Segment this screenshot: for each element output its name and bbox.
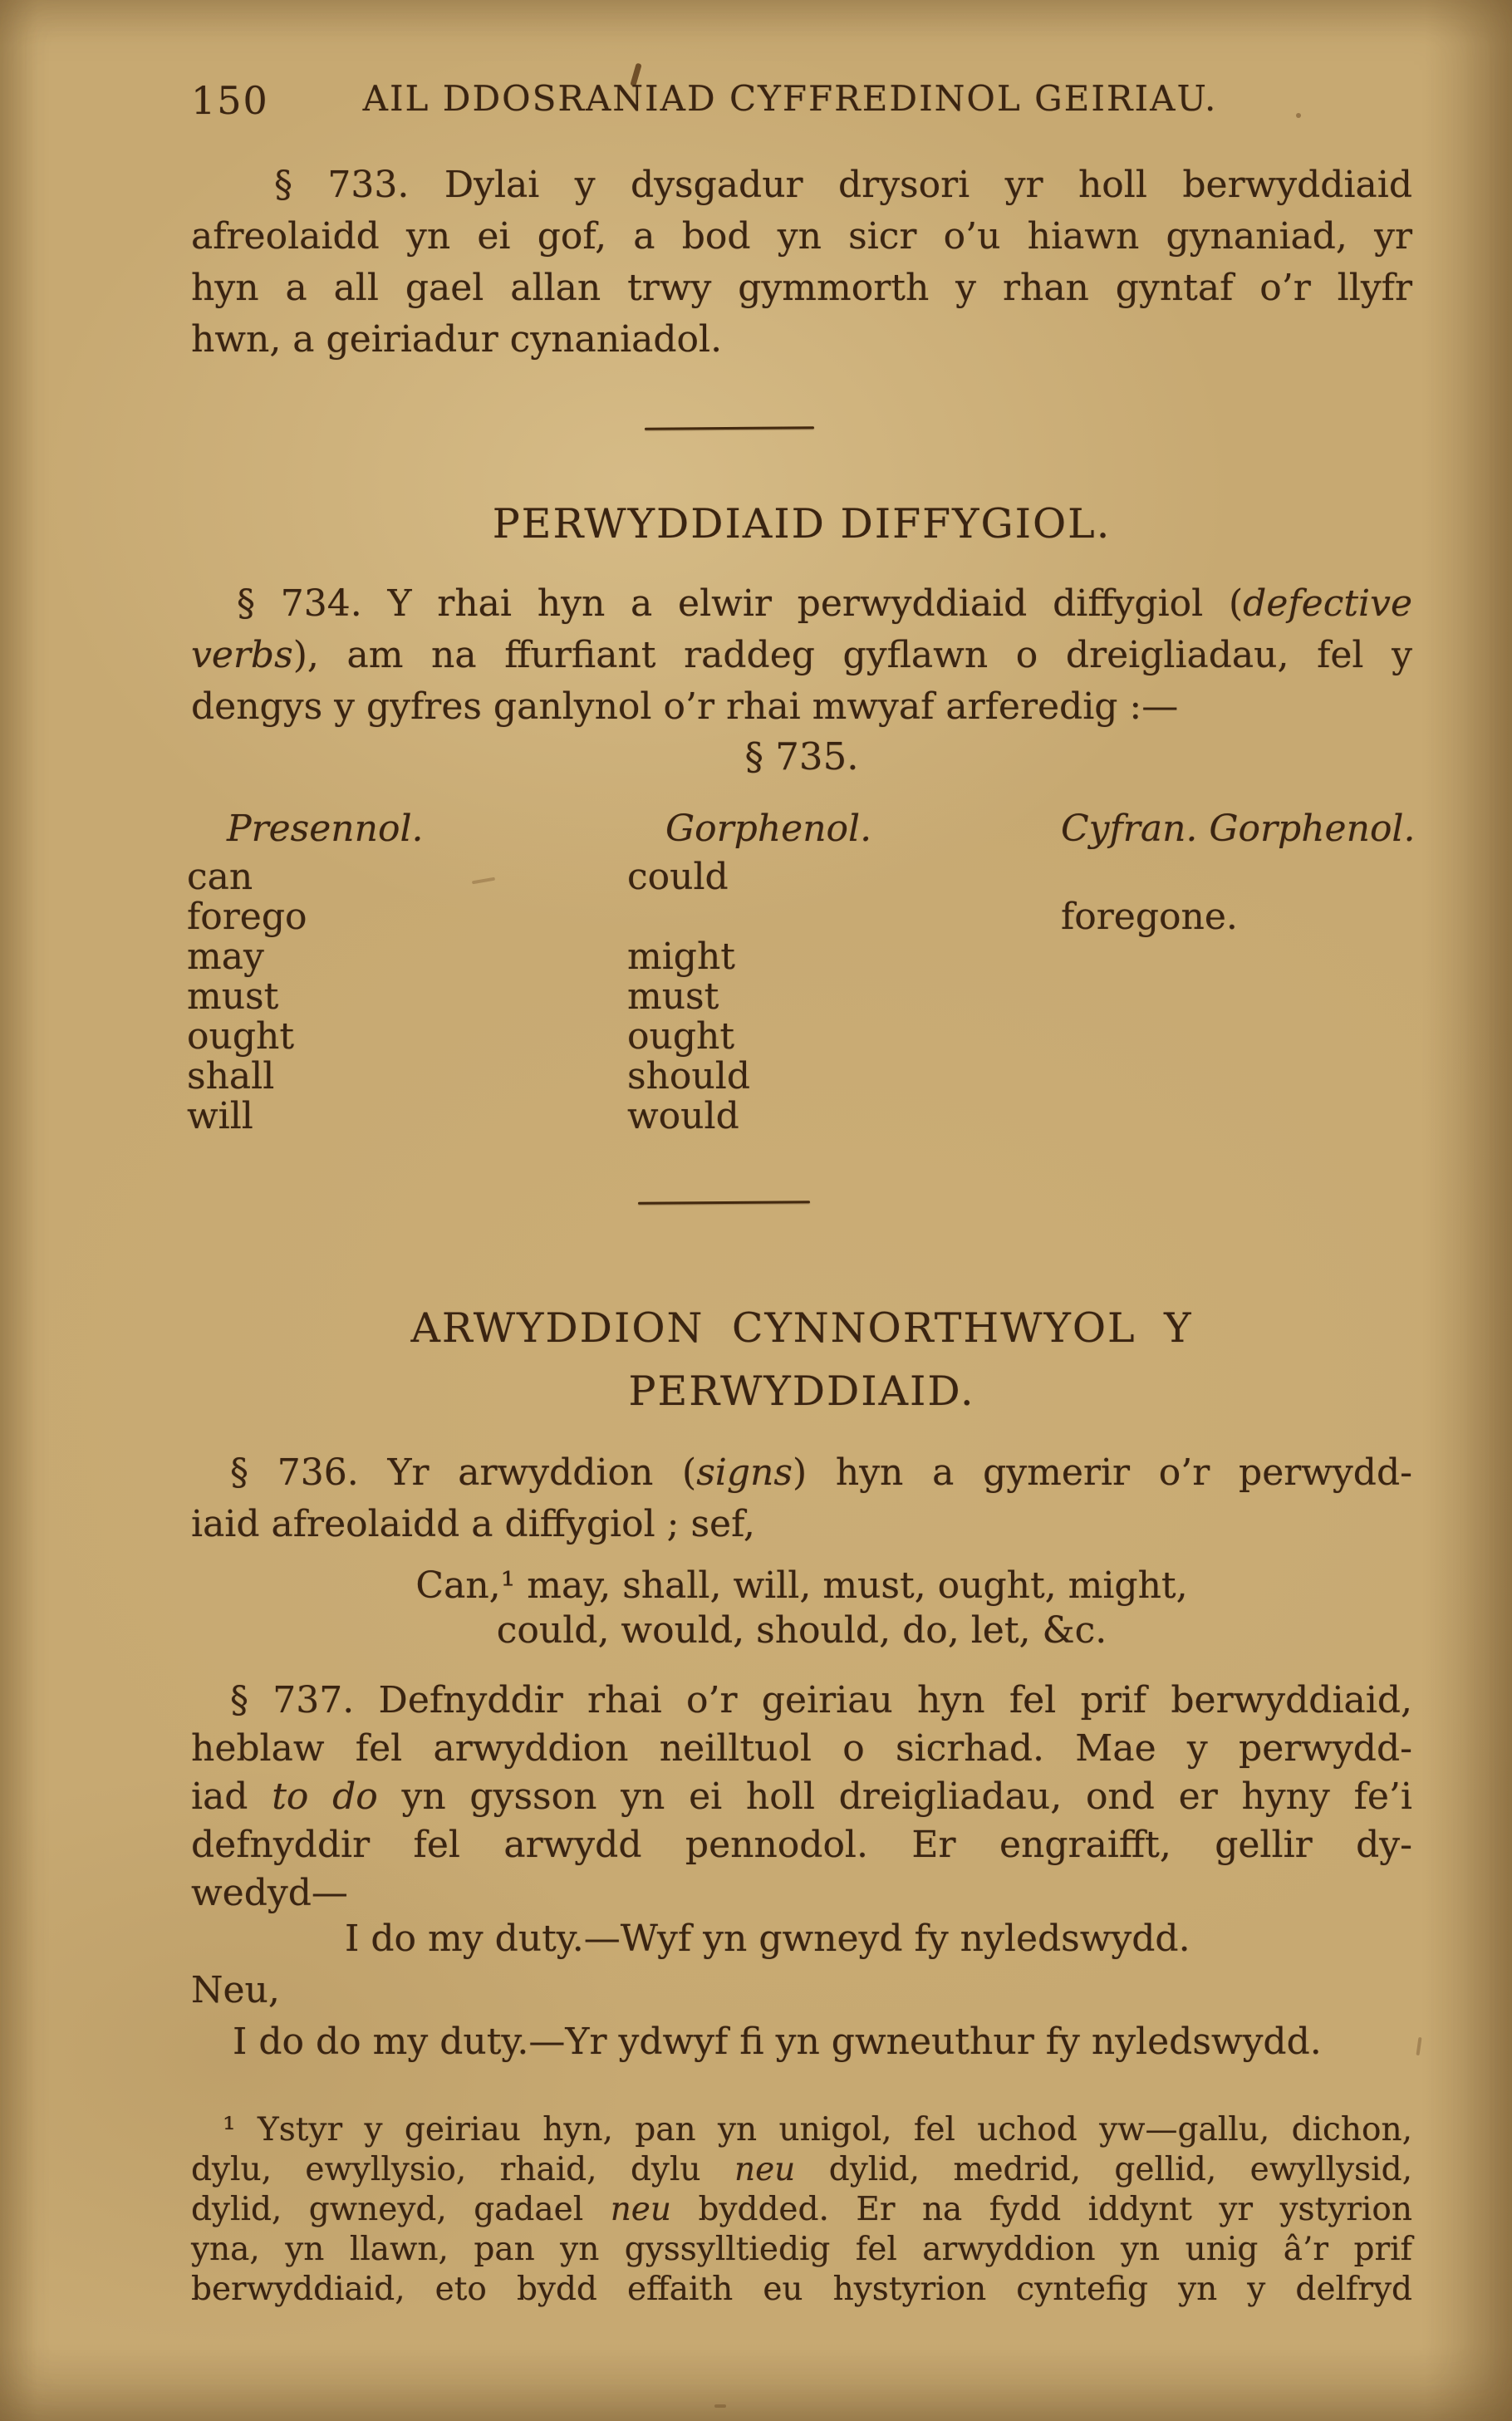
paragraph-line: dengys y gyfres ganlynol o’r rhai mwyaf arferedig :— [191, 685, 1179, 728]
table-cell: would [627, 1095, 739, 1137]
footnote-line: berwyddiaid, eto bydd effaith eu hystyrion cyntefig yn y delfryd [191, 2271, 1412, 2308]
paragraph-734 [191, 578, 1412, 733]
table-cell: will [187, 1095, 253, 1137]
paragraph-line: wedyd— [191, 1872, 348, 1914]
section-heading-arwyddion-line1: ARWYDDION CYNNORTHWYOL Y [410, 1304, 1193, 1352]
running-header [191, 78, 1412, 123]
footnote-line: yna, yn llawn, pan yn gyssylltiedig fel arwyddion yn unig â’r prif [191, 2231, 1412, 2268]
ink-speck [1416, 2037, 1421, 2055]
table-row [187, 1097, 1433, 1137]
paragraph-line: defnyddir fel arwydd pennodol. Er engraifft, gellir dy- [191, 1824, 1412, 1866]
table-cell: foregone. [1061, 896, 1238, 938]
footnote-line: dylu, ewyllysio, rhaid, dylu neu dylid, medrid, gellid, ewyllysid, [191, 2151, 1412, 2188]
paragraph-737 [191, 1677, 1412, 1918]
paragraph-line: § 737. Defnyddir rhai o’r geiriau hyn fel prif berwyddiaid, [230, 1679, 1412, 1721]
footnote [191, 2110, 1412, 2310]
signs-line: Can,¹ may, shall, will, must, ought, might, [415, 1564, 1188, 1607]
paragraph-line: verbs), am na ffurfiant raddeg gyflawn o dreigliadau, fel y [191, 634, 1412, 676]
ink-speck [714, 2404, 726, 2408]
paragraph-line: hwn, a geiriadur cynaniadol. [191, 318, 723, 361]
table-cell: forego [187, 896, 307, 938]
table-cell: might [627, 935, 735, 978]
section-divider-rule [645, 426, 814, 430]
column-header-cyfran-gorphenol: Cyfran. Gorphenol. [1061, 808, 1416, 850]
section-label-735: § 735. [744, 734, 859, 778]
table-row [187, 977, 1433, 1017]
paragraph-line: afreolaidd yn ei gof, a bod yn sicr o’u hiawn gynaniad, yr [191, 215, 1412, 258]
paragraph-line: heblaw fel arwyddion neilltuol o sicrhad. Mae y perwydd- [191, 1727, 1412, 1770]
paragraph-733 [191, 160, 1412, 366]
footnote-line: ¹ Ystyr y geiriau hyn, pan yn unigol, fel uchod yw—gallu, dichon, [223, 2111, 1412, 2148]
example-sentence-2: I do do my duty.—Yr ydwyf fi yn gwneuthur fy nyledswydd. [233, 2021, 1322, 2063]
table-row [187, 1057, 1433, 1097]
column-header-gorphenol: Gorphenol. [665, 808, 872, 850]
footnote-line: dylid, gwneyd, gadael neu bydded. Er na fydd iddynt yr ystyrion [191, 2191, 1412, 2228]
section-heading-perwyddiaid-diffygiol: PERWYDDIAID DIFFYGIOL. [492, 500, 1112, 548]
verb-table-header-row [0, 808, 1512, 857]
paragraph-line: iaid afreolaidd a diffygiol ; sef, [191, 1503, 755, 1545]
signs-line: could, would, should, do, let, &c. [496, 1609, 1107, 1652]
table-cell: could [627, 856, 729, 898]
example-sentence-1: I do my duty.—Wyf yn gwneyd fy nyledswydd. [345, 1918, 1190, 1960]
table-cell: ought [187, 1015, 295, 1058]
table-row [187, 857, 1433, 897]
paragraph-line: iad to do yn gysson yn ei holl dreigliadau, ond er hyny fe’i [191, 1775, 1412, 1818]
table-row [187, 897, 1433, 937]
table-row [187, 937, 1433, 977]
example-connector-neu: Neu, [191, 1969, 280, 2011]
table-cell: shall [187, 1055, 275, 1098]
paragraph-line: hyn a all gael allan trwy gymmorth y rhan gyntaf o’r llyfr [191, 267, 1412, 309]
signs-list [191, 1564, 1412, 1653]
running-head-title: AIL DDOSRANIAD CYFFREDINOL GEIRIAU. [362, 78, 1218, 119]
table-cell: must [187, 975, 279, 1018]
table-cell: must [627, 975, 719, 1018]
section-divider-rule [638, 1201, 810, 1204]
verb-table [187, 857, 1433, 1137]
paragraph-line: § 736. Yr arwyddion (signs) hyn a gymerir o’r perwydd- [230, 1451, 1412, 1494]
column-header-presennol: Presennol. [227, 808, 424, 850]
table-cell: ought [627, 1015, 735, 1058]
paragraph-736 [191, 1447, 1412, 1550]
table-row [187, 1017, 1433, 1057]
paragraph-line: § 733. Dylai y dysgadur drysori yr holl berwyddiaid [274, 164, 1412, 206]
table-cell: can [187, 856, 253, 898]
page-number: 150 [191, 78, 269, 123]
table-cell: may [187, 935, 264, 978]
section-heading-arwyddion-line2: PERWYDDIAID. [628, 1368, 975, 1415]
table-cell: should [627, 1055, 750, 1098]
paragraph-line: § 734. Y rhai hyn a elwir perwyddiaid diffygiol (defective [237, 582, 1412, 625]
